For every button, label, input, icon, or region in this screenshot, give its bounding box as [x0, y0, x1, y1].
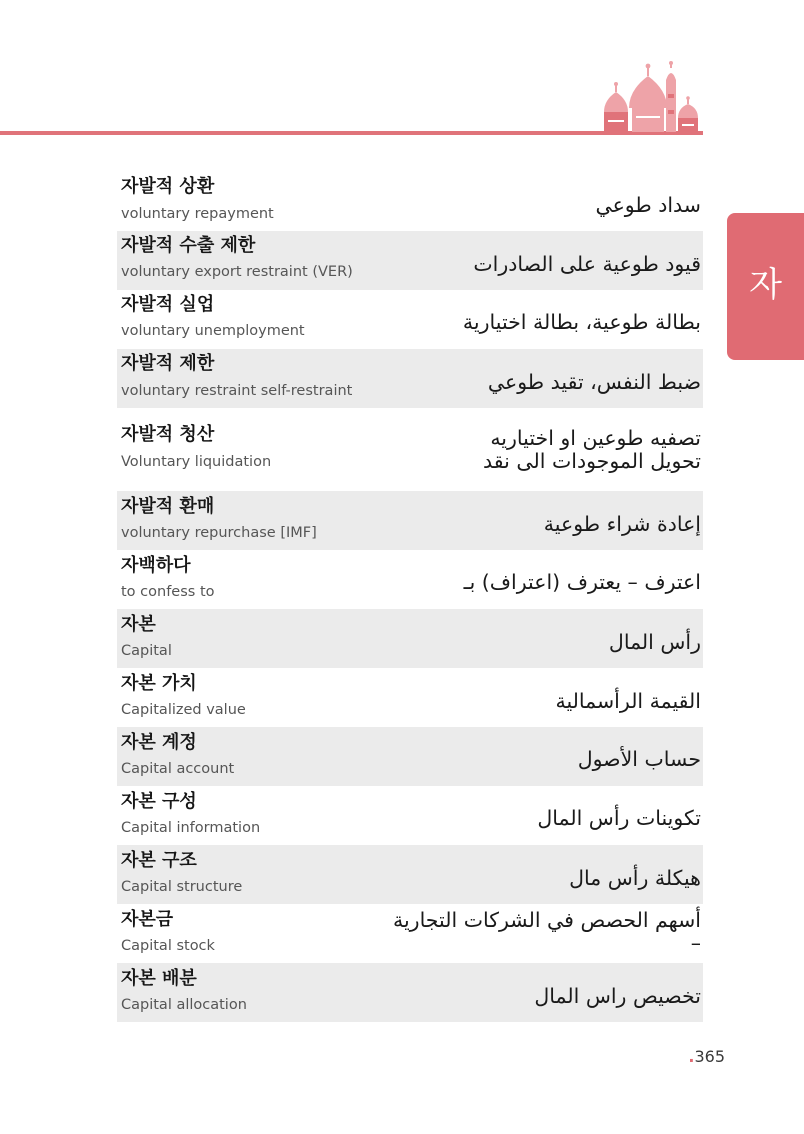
korean-term: 자백하다	[121, 555, 191, 576]
arabic-line: أسهم الحصص في الشركات التجارية	[392, 908, 701, 932]
arabic-term	[463, 312, 701, 333]
arabic-line: رأس المال	[608, 630, 701, 654]
section-index-label: 자	[749, 264, 782, 305]
arabic-term	[534, 986, 701, 1007]
arabic-term	[537, 808, 701, 829]
korean-term: 자발적 수출 제한	[121, 235, 256, 256]
arabic-line: قيود طوعية على الصادرات	[473, 252, 701, 276]
english-term: voluntary export restraint (VER)	[121, 264, 353, 280]
english-term: Capitalized value	[121, 702, 246, 718]
arabic-line: اعترف – يعترف (اعتراف) بـ	[463, 570, 701, 594]
glossary-entry	[117, 408, 703, 491]
english-term: voluntary unemployment	[121, 323, 305, 339]
arabic-term	[393, 910, 701, 953]
english-term: voluntary repayment	[121, 206, 274, 222]
english-term: Capital allocation	[121, 997, 247, 1013]
glossary-entry	[117, 609, 703, 668]
korean-term: 자발적 청산	[121, 424, 215, 445]
english-term: Voluntary liquidation	[121, 454, 272, 470]
arabic-term	[609, 632, 701, 653]
arabic-term	[483, 428, 701, 471]
arabic-line: هيكلة رأس مال	[569, 866, 701, 890]
arabic-term	[544, 514, 701, 535]
page-number	[688, 1047, 725, 1066]
arabic-line: تخصيص راس المال	[534, 984, 701, 1008]
english-term: Capital structure	[121, 879, 243, 895]
page-number-dot: .	[688, 1047, 695, 1066]
english-term: Capital information	[121, 820, 261, 836]
glossary-entry	[117, 904, 703, 963]
glossary-entry	[117, 845, 703, 904]
korean-term: 자발적 실업	[121, 294, 215, 315]
english-term: Capital	[121, 643, 172, 659]
korean-term: 자본금	[121, 909, 174, 930]
arabic-line: –	[690, 930, 701, 955]
arabic-line: تحويل الموجودات الى نقد	[483, 448, 701, 473]
korean-term: 자발적 상환	[121, 176, 215, 197]
english-term: voluntary repurchase [IMF]	[121, 525, 317, 541]
glossary-entry	[117, 550, 703, 609]
header-rule	[0, 131, 703, 135]
glossary-entry	[117, 963, 703, 1022]
arabic-line: القيمة الرأسمالية	[555, 689, 701, 713]
korean-term: 자발적 환매	[121, 496, 215, 517]
page-number-value: 365	[694, 1047, 725, 1066]
glossary-entry	[117, 349, 703, 408]
arabic-term	[578, 749, 701, 770]
glossary-entries	[117, 172, 703, 1022]
korean-term: 자본 구조	[121, 850, 197, 871]
english-term: voluntary restraint self-restraint	[121, 383, 353, 399]
glossary-entry	[117, 668, 703, 727]
arabic-line: تكوينات رأس المال	[537, 806, 701, 830]
glossary-entry	[117, 491, 703, 550]
korean-term: 자본	[121, 614, 156, 635]
korean-term: 자발적 제한	[121, 353, 215, 374]
arabic-line: سداد طوعي	[595, 193, 701, 217]
arabic-term	[569, 868, 701, 889]
korean-term: 자본 가치	[121, 673, 197, 694]
section-index-tab	[727, 213, 804, 360]
glossary-entry	[117, 290, 703, 349]
arabic-term	[473, 254, 701, 275]
arabic-line: حساب الأصول	[577, 747, 701, 771]
arabic-line: إعادة شراء طوعية	[543, 512, 701, 536]
korean-term: 자본 배분	[121, 968, 197, 989]
arabic-term	[464, 572, 701, 593]
english-term: Capital stock	[121, 938, 215, 954]
english-term: to confess to	[121, 584, 215, 600]
korean-term: 자본 구성	[121, 791, 197, 812]
glossary-entry	[117, 786, 703, 845]
arabic-term	[595, 195, 701, 216]
arabic-term	[555, 691, 701, 712]
arabic-line: ضبط النفس، تقيد طوعي	[487, 370, 701, 394]
arabic-line: تصفيه طوعين او اختياريه	[490, 426, 701, 450]
arabic-term	[488, 372, 701, 393]
arabic-line: بطالة طوعية، بطالة اختيارية	[462, 310, 701, 334]
glossary-entry	[117, 172, 703, 231]
glossary-entry	[117, 231, 703, 290]
korean-term: 자본 계정	[121, 732, 197, 753]
english-term: Capital account	[121, 761, 235, 777]
glossary-entry	[117, 727, 703, 786]
mosque-domes-icon	[600, 60, 702, 134]
